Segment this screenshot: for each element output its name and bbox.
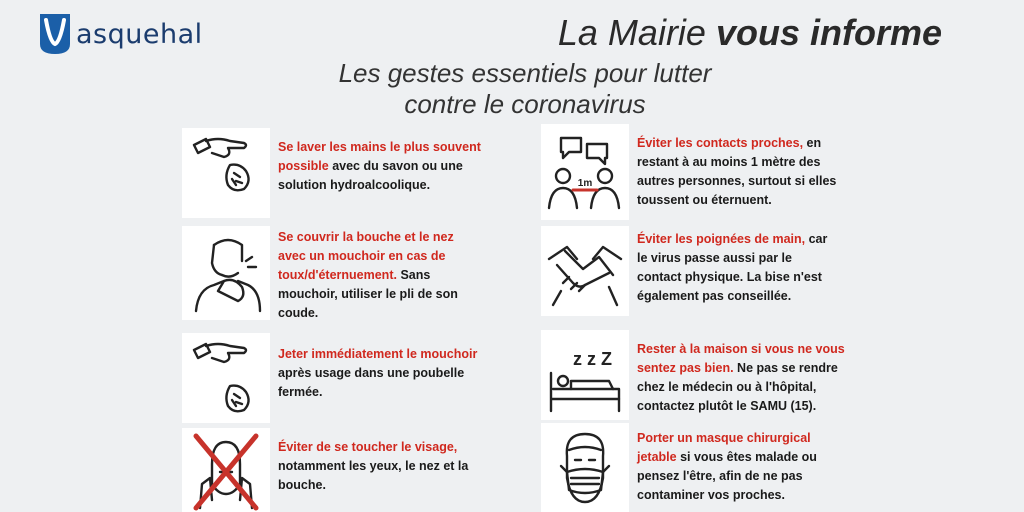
gesture-text xyxy=(278,438,498,495)
logo-text: asquehal xyxy=(76,18,203,50)
icon-box xyxy=(541,330,629,420)
gesture-item-wash-hands xyxy=(182,128,502,218)
gesture-text-black: car le virus passe aussi par le contact physique. La bise n'est également pas conseillée. xyxy=(637,232,828,303)
distance-icon xyxy=(543,130,627,214)
gesture-text xyxy=(278,228,478,323)
gesture-item-handshake xyxy=(541,226,861,316)
header xyxy=(0,0,1024,60)
gesture-text xyxy=(637,134,837,210)
gesture-text-red: Jeter immédiatement le mouchoir xyxy=(278,347,478,361)
logo[interactable] xyxy=(38,14,203,54)
gesture-text-red: Se couvrir la bouche et le nez avec un mouchoir en cas de toux/d'éternuement. xyxy=(278,230,454,282)
gesture-item-stay-home xyxy=(541,330,861,420)
gesture-text-red: Éviter les contacts proches, xyxy=(637,136,804,150)
gesture-text xyxy=(278,138,498,195)
icon-box xyxy=(541,423,629,512)
gesture-item-throw-tissue xyxy=(182,333,502,423)
gesture-item-mask xyxy=(541,423,861,512)
logo-mark-icon xyxy=(38,14,72,54)
icon-box xyxy=(541,226,629,316)
gesture-text-red: Éviter les poignées de main, xyxy=(637,232,806,246)
gesture-text-red: Porter un masque chirurgical jetable xyxy=(637,431,811,464)
header-title-regular: La Mairie xyxy=(557,12,716,53)
sleep-bed-icon xyxy=(543,333,627,417)
gesture-item-distance xyxy=(541,124,861,220)
header-title-bold: vous informe xyxy=(715,12,942,53)
gesture-text-black: Sans mouchoir, utiliser le pli de son coude. xyxy=(278,268,458,320)
header-title xyxy=(558,12,942,54)
hands-wash-icon xyxy=(184,131,268,215)
icon-box xyxy=(182,226,270,320)
gesture-text-red: Se laver les mains le plus souvent possible xyxy=(278,140,481,173)
cough-elbow-icon xyxy=(184,231,268,315)
icon-box xyxy=(182,128,270,218)
icon-box xyxy=(182,333,270,423)
gesture-text-red: Éviter de se toucher le visage, xyxy=(278,440,458,454)
gesture-item-face-touch xyxy=(182,428,502,512)
subtitle-line-2: contre le coronavirus xyxy=(404,89,646,119)
gesture-text-black: si vous êtes malade ou pensez l'être, afin de ne pas contaminer vos proches. xyxy=(637,450,817,502)
sleep-z-label: z z Z xyxy=(573,349,612,369)
face-mask-icon xyxy=(543,426,627,510)
icon-box xyxy=(541,124,629,220)
gesture-text xyxy=(637,230,837,306)
no-face-touch-icon xyxy=(184,428,268,512)
gesture-text-black: avec du savon ou une solution hydroalcoolique. xyxy=(278,159,463,192)
gesture-text-black: après usage dans une poubelle fermée. xyxy=(278,366,465,399)
gesture-text-black: notamment les yeux, le nez et la bouche. xyxy=(278,459,469,492)
gesture-text-red: Rester à la maison si vous ne vous sentez pas bien. xyxy=(637,342,845,375)
subtitle-line-1: Les gestes essentiels pour lutter xyxy=(338,58,712,88)
page-subtitle xyxy=(300,58,750,120)
gesture-text-black: Ne pas se rendre chez le médecin ou à l'hôpital, contactez plutôt le SAMU (15). xyxy=(637,361,838,413)
gesture-text xyxy=(278,345,498,402)
gesture-text xyxy=(637,340,847,416)
gesture-text-black: en restant à au moins 1 mètre des autres personnes, surtout si elles toussent ou éternuent. xyxy=(637,136,837,207)
gesture-text xyxy=(637,429,837,505)
tissue-throw-icon xyxy=(184,336,268,420)
distance-label: 1m xyxy=(577,178,593,189)
gesture-item-cover-mouth xyxy=(182,226,502,323)
handshake-icon xyxy=(543,229,627,313)
icon-box xyxy=(182,428,270,512)
